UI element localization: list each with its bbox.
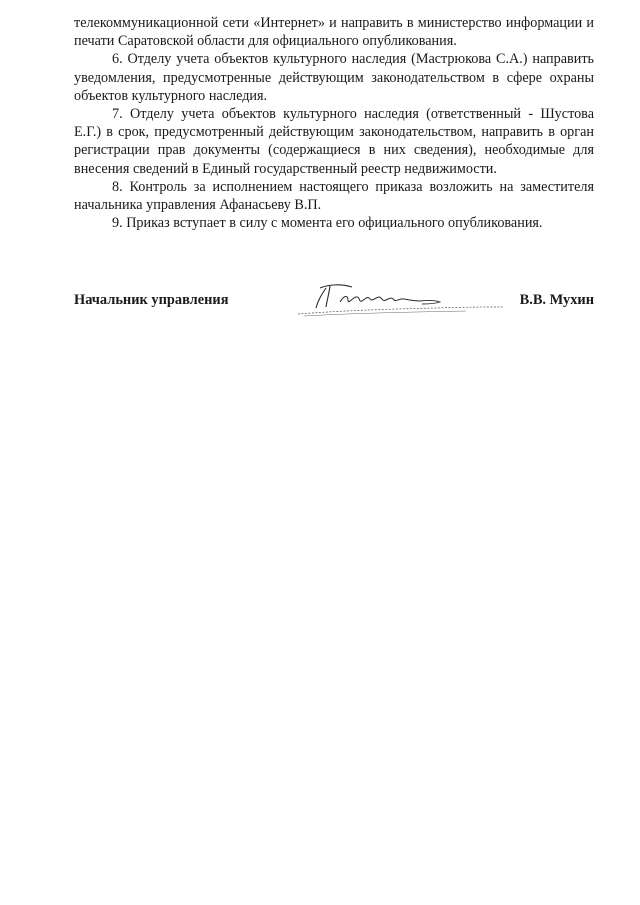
paragraph-item-6: 6. Отделу учета объектов культурного наследия (Мастрюкова С.А.) направить уведомления, предусмотренные действующим законодательством в сфере охраны объектов культурного наследия.: [74, 51, 594, 104]
paragraph-item-8: 8. Контроль за исполнением настоящего приказа возложить на заместителя начальника управления Афанасьеву В.П.: [74, 178, 594, 214]
signatory-title: Начальник управления: [74, 292, 229, 308]
paragraph-item-9: 9. Приказ вступает в силу с момента его официального опубликования.: [112, 215, 543, 232]
paragraph-item-7: 7. Отделу учета объектов культурного наследия (ответственный - Шустова Е.Г.) в срок, предусмотренный действующим законодательством, направить в орган регистрации прав документы (содержащиеся в них сведения), необходимые для внесения сведений в Единый государственный реестр недвижимости.: [74, 106, 594, 177]
paragraph-internet-publication: телекоммуникационной сети «Интернет» и направить в министерство информации и печати Саратовской области для официального опубликования.: [74, 15, 594, 50]
signature-block: [74, 286, 594, 326]
signatory-name: В.В. Мухин: [519, 292, 594, 308]
document-body: [74, 14, 594, 232]
handwritten-signature: [296, 280, 506, 320]
